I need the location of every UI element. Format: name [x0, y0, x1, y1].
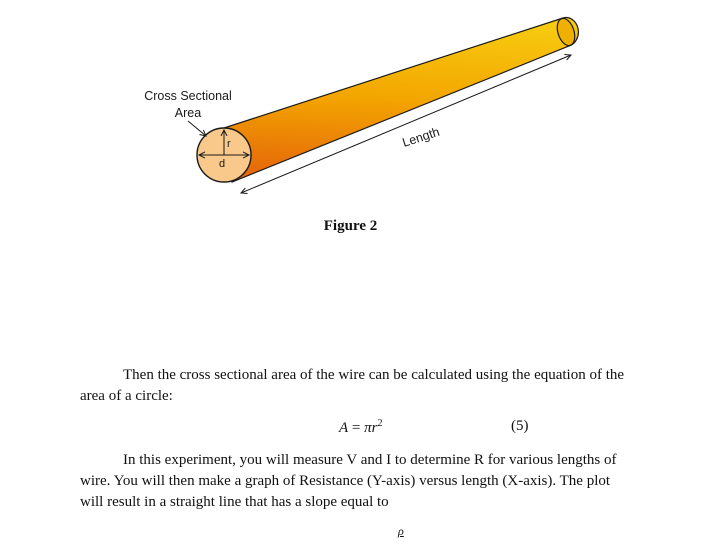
cross-section-label-line2: Area — [174, 106, 202, 120]
equation-lhs: A — [339, 420, 349, 436]
cross-section-pointer — [188, 121, 206, 136]
equation-number: (5) — [511, 418, 529, 434]
equation-expression — [339, 418, 383, 437]
wire-body — [224, 18, 578, 182]
equation-exponent: 2 — [377, 418, 383, 429]
figure-caption: Figure 2 — [323, 218, 378, 234]
equation-5 — [0, 418, 701, 440]
diameter-label: d — [219, 158, 226, 170]
wire-figure — [0, 0, 701, 210]
rho-fragment: ρ — [398, 524, 404, 538]
cross-section-label-line1: Cross Sectional — [144, 89, 232, 103]
equation-r: r — [371, 420, 378, 436]
equation-pi: π — [364, 420, 372, 436]
equation-equals: = — [348, 420, 365, 436]
paragraph-experiment: In this experiment, you will measure V and I to determine R for various lengths of wire. You will then make a graph of Resistance (Y-axis) versus length (X-axis). The plot will result in a straight line that has a slope equal to — [80, 452, 617, 510]
length-label: Length — [400, 124, 442, 150]
radius-label: r — [227, 138, 231, 150]
paragraph-cross-section: Then the cross sectional area of the wire can be calculated using the equation of the area of a circle: — [80, 367, 625, 404]
